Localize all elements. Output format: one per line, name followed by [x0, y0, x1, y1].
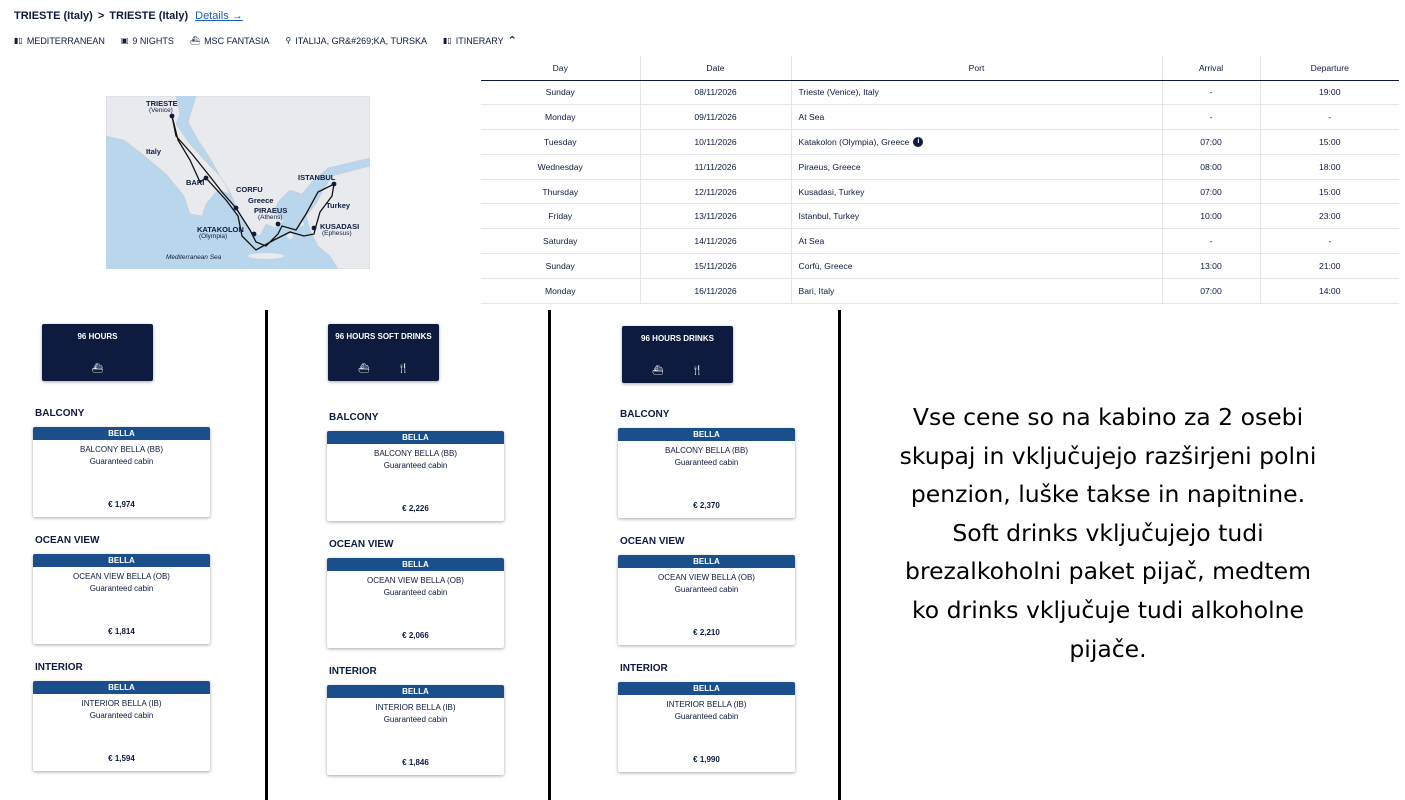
- cell-departure: [1260, 179, 1399, 204]
- cabin-category-interior: INTERIOR: [329, 666, 377, 677]
- map-label-katakolon: KATAKOLON: [197, 225, 244, 234]
- cell-port-text: Kusadasi, Turkey: [798, 186, 865, 197]
- cell-date-text: 12/11/2026: [694, 186, 737, 197]
- cell-day: [481, 154, 640, 179]
- cell-day: [481, 105, 640, 130]
- cell-port-text: Bari, Italy: [798, 285, 835, 296]
- island: [287, 233, 293, 239]
- map-label-corfu: CORFU: [236, 185, 263, 194]
- cabin-price: € 2,210: [693, 628, 720, 637]
- map-label-sea: Mediterranean Sea: [166, 254, 222, 261]
- crete-island: [248, 253, 284, 259]
- cell-departure-text: 21:00: [1318, 260, 1341, 271]
- meta-destination-label: MEDITERRANEAN: [26, 35, 105, 46]
- cabin-name: OCEAN VIEW BELLA (OB): [73, 572, 170, 581]
- table-row: [481, 105, 1399, 130]
- cabin-card[interactable]: [327, 431, 504, 521]
- column-divider: [838, 310, 841, 800]
- column-divider: [548, 310, 551, 800]
- package-name: 96 HOURS DRINKS: [641, 334, 714, 343]
- cell-date: [640, 105, 791, 130]
- cell-port: [791, 80, 1162, 105]
- map-label-ephesus: (Ephesus): [322, 230, 352, 237]
- cabin-card[interactable]: [618, 682, 795, 772]
- cabin-price: € 1,846: [402, 758, 429, 767]
- cell-arrival-text: 07:00: [1200, 136, 1222, 147]
- cell-port-text: Trieste (Venice), Italy: [798, 87, 879, 98]
- pricing-note: Vse cene so na kabino za 2 osebi skupaj in vključujejo razširjeni polni penzion, luške takse in napitnine. Soft drinks vključujejo tudi brezalkoholni paket pijač, medtem ko drinks vključuje tudi alkoholne pijače.: [899, 403, 1317, 663]
- meta-countries-label: ITALIJA, GR&#269;KA, TURSKA: [295, 35, 427, 46]
- table-row: [481, 204, 1399, 229]
- cell-date-text: 13/11/2026: [694, 211, 737, 222]
- cell-arrival-text: -: [1209, 87, 1213, 98]
- cabin-badge: BELLA: [33, 427, 210, 440]
- cabin-card[interactable]: [618, 428, 795, 518]
- cabin-category-interior: INTERIOR: [620, 663, 668, 674]
- itinerary-toggle[interactable]: [443, 34, 517, 47]
- cell-date-text: 11/11/2026: [694, 161, 737, 172]
- cabin-category-interior: INTERIOR: [35, 662, 83, 673]
- cell-day: [481, 80, 640, 105]
- cell-day: [481, 179, 640, 204]
- breadcrumb: [14, 10, 243, 22]
- cabin-name: BALCONY BELLA (BB): [80, 445, 163, 454]
- cell-date-text: 16/11/2026: [694, 285, 737, 296]
- map-icon: ▮▯: [442, 35, 452, 45]
- cell-arrival: [1162, 254, 1260, 279]
- cell-departure: [1260, 278, 1399, 303]
- cell-arrival: [1162, 154, 1260, 179]
- cell-port-text: Corfù, Greece: [798, 260, 853, 271]
- cell-departure: [1260, 229, 1399, 254]
- cell-port: [791, 278, 1162, 303]
- cell-departure: [1260, 80, 1399, 105]
- cabin-name: BALCONY BELLA (BB): [665, 446, 748, 455]
- port-marker-katakolon: [252, 232, 257, 237]
- cabin-note: Guaranteed cabin: [674, 458, 739, 467]
- cabin-name: BALCONY BELLA (BB): [374, 449, 457, 458]
- origin-port: TRIESTE (Italy): [14, 10, 93, 22]
- table-row: [481, 80, 1399, 105]
- cell-day-text: Sunday: [545, 87, 575, 98]
- cabin-badge: BELLA: [33, 681, 210, 694]
- cell-day-text: Monday: [544, 285, 576, 296]
- cell-day: [481, 130, 640, 155]
- cabin-category-balcony: BALCONY: [35, 408, 85, 419]
- cabin-badge: BELLA: [33, 554, 210, 567]
- ship-icon: ⛴: [91, 363, 104, 373]
- chevron-up-icon: ⌃: [507, 35, 517, 47]
- column-header-date: Date: [640, 56, 791, 80]
- table-row: [481, 254, 1399, 279]
- destination-port: TRIESTE (Italy): [109, 10, 189, 22]
- package-icons: [42, 363, 153, 374]
- cabin-card[interactable]: [33, 681, 210, 771]
- map-label-istanbul: ISTANBUL: [298, 173, 336, 182]
- cell-date: [640, 179, 791, 204]
- cell-arrival: [1162, 204, 1260, 229]
- port-marker-piraeus: [276, 222, 281, 227]
- cabin-card[interactable]: [33, 427, 210, 517]
- location-pin-icon: ⚲: [285, 35, 292, 45]
- cabin-price: € 1,594: [108, 754, 135, 763]
- cabin-card[interactable]: [618, 555, 795, 645]
- cabin-card[interactable]: [327, 685, 504, 775]
- cabin-name: INTERIOR BELLA (IB): [666, 700, 747, 709]
- cell-date: [640, 154, 791, 179]
- cell-date: [640, 278, 791, 303]
- cell-port: [791, 105, 1162, 130]
- map-label-italy: Italy: [146, 147, 162, 156]
- map-label-venice: (Venice): [149, 107, 173, 114]
- cabin-category-ocean-view: OCEAN VIEW: [620, 536, 685, 547]
- cell-port-text: Katakolon (Olympia), Greece: [798, 136, 910, 147]
- cell-departure: [1260, 154, 1399, 179]
- cell-departure: [1260, 204, 1399, 229]
- map-label-bari: BARI: [186, 178, 205, 187]
- package-tile[interactable]: [42, 324, 153, 381]
- package-tile[interactable]: [622, 326, 733, 383]
- cell-day: [481, 278, 640, 303]
- cabin-category-balcony: BALCONY: [329, 412, 379, 423]
- cell-day-text: Monday: [544, 112, 576, 123]
- table-row: [481, 130, 1399, 155]
- cell-departure-text: -: [1328, 236, 1332, 247]
- cruise-meta: [14, 34, 517, 47]
- meta-nights-label: 9 NIGHTS: [132, 35, 174, 46]
- cabin-note: Guaranteed cabin: [383, 461, 448, 470]
- cabin-category-ocean-view: OCEAN VIEW: [329, 539, 394, 550]
- cell-port: [791, 254, 1162, 279]
- meta-destination: [14, 36, 105, 46]
- cell-date-text: 15/11/2026: [694, 260, 737, 271]
- itinerary-table: [481, 56, 1399, 304]
- cell-port-text: Piraeus, Greece: [798, 161, 861, 172]
- cell-arrival: [1162, 229, 1260, 254]
- cabin-note: Guaranteed cabin: [89, 711, 154, 720]
- cell-departure-text: 18:00: [1318, 161, 1341, 172]
- cell-date: [640, 204, 791, 229]
- port-marker-istanbul: [332, 182, 337, 187]
- meta-nights: [121, 36, 174, 46]
- cell-date-text: 14/11/2026: [694, 236, 737, 247]
- cell-day-text: Saturday: [543, 236, 578, 247]
- cell-port: [791, 229, 1162, 254]
- map-label-kusadasi: KUSADASI: [320, 222, 360, 231]
- cell-day: [481, 254, 640, 279]
- cell-port-text: At Sea: [798, 236, 825, 247]
- cabin-price: € 2,066: [402, 631, 429, 640]
- cell-day: [481, 229, 640, 254]
- cabin-price: € 1,814: [108, 627, 135, 636]
- cell-port: [791, 130, 1162, 155]
- port-marker-kusadasi: [312, 226, 317, 231]
- cabin-note: Guaranteed cabin: [383, 588, 448, 597]
- cabin-note: Guaranteed cabin: [89, 457, 154, 466]
- cell-departure-text: 15:00: [1318, 136, 1341, 147]
- cabin-badge: BELLA: [327, 431, 504, 444]
- itinerary-table-body: [481, 80, 1399, 303]
- map-label-turkey: Turkey: [326, 201, 351, 210]
- table-row: [481, 229, 1399, 254]
- cell-day-text: Wednesday: [537, 161, 583, 172]
- cell-arrival-text: 13:00: [1200, 260, 1222, 271]
- column-header-departure: Departure: [1260, 56, 1399, 80]
- cell-departure-text: 14:00: [1318, 285, 1341, 296]
- cell-arrival-text: -: [1209, 112, 1213, 123]
- cell-date: [640, 130, 791, 155]
- cell-port: [791, 204, 1162, 229]
- cell-date: [640, 80, 791, 105]
- cell-arrival-text: 07:00: [1200, 186, 1222, 197]
- meta-ship-label: MSC FANTASIA: [204, 35, 270, 46]
- route-map-graphic: [106, 96, 370, 269]
- cabin-card[interactable]: [327, 558, 504, 648]
- cell-arrival-text: 10:00: [1200, 211, 1222, 222]
- route-map: [106, 96, 370, 269]
- cell-date-text: 08/11/2026: [694, 87, 737, 98]
- cabin-card[interactable]: [33, 554, 210, 644]
- cell-departure-text: -: [1328, 112, 1332, 123]
- cell-port: [791, 154, 1162, 179]
- ship-icon: ⛴: [358, 363, 370, 373]
- package-icons: [622, 365, 733, 376]
- map-label-olympia: (Olympia): [199, 233, 228, 240]
- cabin-badge: BELLA: [618, 682, 795, 695]
- cell-day-text: Tuesday: [543, 136, 577, 147]
- column-header-day: Day: [481, 56, 640, 80]
- cell-date: [640, 254, 791, 279]
- cabin-price: € 2,370: [693, 501, 720, 510]
- meta-ship: [190, 36, 270, 46]
- package-tile[interactable]: [328, 324, 439, 381]
- cabin-price: € 2,226: [402, 504, 429, 513]
- cell-arrival-text: 07:00: [1200, 285, 1222, 296]
- cabin-price: € 1,990: [693, 755, 720, 764]
- cabin-note: Guaranteed cabin: [674, 585, 739, 594]
- map-icon: ▮▯: [14, 35, 23, 45]
- cabin-name: INTERIOR BELLA (IB): [375, 703, 456, 712]
- ship-icon: ⛴: [189, 35, 201, 45]
- ship-icon: ⛴: [652, 365, 664, 375]
- details-link[interactable]: Details →: [195, 10, 243, 22]
- cell-date: [640, 229, 791, 254]
- cell-day: [481, 204, 640, 229]
- cell-departure: [1260, 105, 1399, 130]
- port-marker-corfu: [234, 206, 239, 211]
- map-label-trieste: TRIESTE: [146, 99, 178, 108]
- itinerary-toggle-label: ITINERARY: [455, 35, 504, 46]
- cell-departure: [1260, 130, 1399, 155]
- map-label-athens: (Athens): [258, 214, 283, 221]
- cell-day-text: Thursday: [542, 186, 579, 197]
- cabin-note: Guaranteed cabin: [89, 584, 154, 593]
- cabin-name: OCEAN VIEW BELLA (OB): [658, 573, 755, 582]
- cell-date-text: 09/11/2026: [694, 112, 737, 123]
- info-icon[interactable]: i: [913, 137, 923, 147]
- cell-arrival: [1162, 278, 1260, 303]
- breadcrumb-separator: >: [97, 10, 105, 22]
- cell-day-text: Friday: [548, 211, 573, 222]
- cabin-name: INTERIOR BELLA (IB): [81, 699, 162, 708]
- cell-port-text: At Sea: [798, 112, 825, 123]
- cell-arrival: [1162, 105, 1260, 130]
- cabin-badge: BELLA: [327, 558, 504, 571]
- table-row: [481, 179, 1399, 204]
- cabin-price: € 1,974: [108, 500, 135, 509]
- cabin-badge: BELLA: [327, 685, 504, 698]
- cabin-category-balcony: BALCONY: [620, 409, 670, 420]
- cabin-note: Guaranteed cabin: [383, 715, 448, 724]
- cabin-badge: BELLA: [618, 428, 795, 441]
- cabin-note: Guaranteed cabin: [674, 712, 739, 721]
- column-header-port: Port: [791, 56, 1162, 80]
- cell-port: [791, 179, 1162, 204]
- drinks-icon: 🍴: [397, 363, 409, 373]
- map-label-greece: Greece: [248, 196, 274, 205]
- column-header-arrival: Arrival: [1162, 56, 1260, 80]
- map-label-piraeus: PIRAEUS: [254, 206, 288, 215]
- cabin-name: OCEAN VIEW BELLA (OB): [367, 576, 464, 585]
- cell-port-text: Istanbul, Turkey: [798, 211, 860, 222]
- drinks-icon: 🍴: [691, 365, 703, 375]
- cell-departure-text: 23:00: [1318, 211, 1341, 222]
- meta-countries: [285, 36, 427, 46]
- cell-departure-text: 19:00: [1318, 87, 1341, 98]
- cabin-badge: BELLA: [618, 555, 795, 568]
- cell-arrival: [1162, 130, 1260, 155]
- cell-arrival-text: -: [1209, 236, 1213, 247]
- package-icons: [328, 363, 439, 374]
- cell-arrival: [1162, 179, 1260, 204]
- cell-departure-text: 15:00: [1318, 186, 1341, 197]
- cell-arrival-text: 08:00: [1200, 161, 1222, 172]
- cabin-category-ocean-view: OCEAN VIEW: [35, 535, 100, 546]
- table-row: [481, 154, 1399, 179]
- package-name: 96 HOURS SOFT DRINKS: [335, 332, 432, 341]
- package-name: 96 HOURS: [77, 332, 118, 341]
- cell-departure: [1260, 254, 1399, 279]
- table-row: [481, 278, 1399, 303]
- cell-date-text: 10/11/2026: [694, 136, 737, 147]
- column-divider: [265, 310, 268, 800]
- cell-day-text: Sunday: [545, 260, 575, 271]
- cell-arrival: [1162, 80, 1260, 105]
- table-header-row: [481, 56, 1399, 80]
- calendar-icon: ▣: [120, 35, 129, 45]
